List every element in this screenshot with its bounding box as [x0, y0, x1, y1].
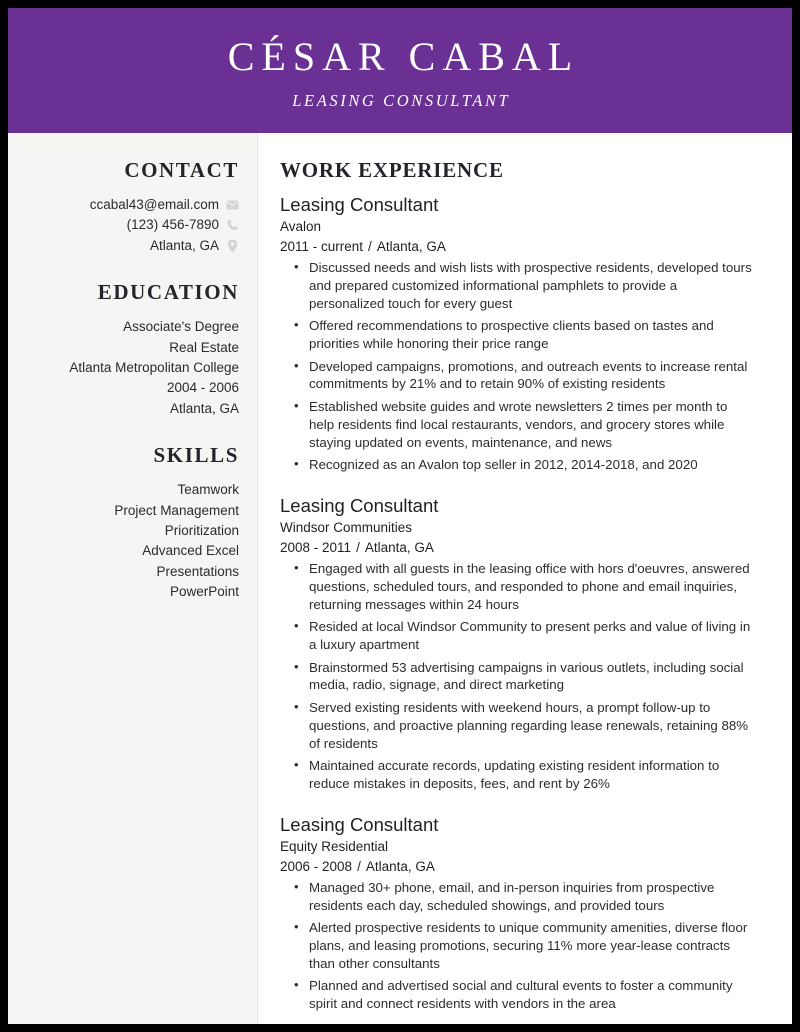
contact-email[interactable]: [18, 195, 239, 215]
contact-phone[interactable]: [18, 215, 239, 235]
resume-header: [8, 8, 792, 133]
skill-item: PowerPoint: [169, 584, 239, 600]
skill-item: Prioritization: [164, 523, 239, 539]
main-column: [258, 133, 792, 1024]
envelope-icon: [226, 198, 239, 213]
contact-location-text: Atlanta, GA: [149, 237, 219, 253]
resume-page: [8, 8, 792, 1024]
contact-location[interactable]: [18, 236, 239, 256]
job-dates: 2006 - 2008: [280, 858, 353, 874]
job-bullets: [280, 259, 754, 474]
job-meta-separator: /: [357, 858, 361, 874]
job-meta: [280, 237, 754, 257]
job-dates: 2008 - 2011: [280, 539, 352, 555]
contact-email-text: ccabal43@email.com: [89, 197, 219, 212]
job-bullet: • Established website guides and wrote newsletters 2 times per month to help residents find local restaurants, vendors, and grocery stores while staying updated on events, maintenance, and news: [308, 398, 754, 452]
contact-section: [18, 133, 239, 256]
job-dates: 2011 - current: [280, 239, 364, 254]
work-experience-heading: WORK EXPERIENCE: [280, 158, 504, 182]
job-bullet: • Planned and advertised social and cultural events to foster a community spirit and connect residents with vendors in the area: [308, 977, 754, 1013]
skill-item: Presentations: [156, 563, 239, 579]
job-entry: [280, 812, 754, 1013]
job-bullet: • Resided at local Windsor Community to present perks and value of living in a luxury apartment: [308, 618, 754, 654]
job-bullet: • Recognized as an Avalon top seller in 2012, 2014-2018, and 2020: [308, 456, 754, 474]
job-company: Equity Residential: [280, 838, 389, 854]
education-location: Atlanta, GA: [169, 400, 239, 416]
skills-section: [18, 419, 239, 602]
job-location: Atlanta, GA: [365, 858, 435, 874]
job-bullets: [280, 560, 754, 793]
job-bullet: • Discussed needs and wish lists with prospective residents, developed tours and prepared customized informational pamphlets to provide a personalized touch for every guest: [308, 259, 754, 313]
job-bullet: • Offered recommendations to prospective clients based on tastes and priorities while honoring their price range: [308, 317, 754, 353]
education-heading: EDUCATION: [97, 280, 239, 305]
education-dates: 2004 - 2006: [166, 380, 239, 396]
job-bullet: • Brainstormed 53 advertising campaigns in various outlets, including social media, radio, signage, and direct marketing: [308, 659, 754, 695]
job-company: Windsor Communities: [280, 519, 413, 535]
skill-item: Advanced Excel: [142, 543, 239, 559]
map-pin-icon: [226, 239, 239, 254]
resume-body: [8, 133, 792, 1024]
job-bullet: • Alerted prospective residents to unique community amenities, diverse floor plans, and leasing promotions, securing 11% more year-lease contracts than other consultants: [308, 919, 754, 973]
job-title: Leasing Consultant: [280, 813, 439, 835]
sidebar: [8, 133, 258, 1024]
candidate-job-title: LEASING CONSULTANT: [292, 91, 511, 110]
job-meta: [280, 538, 754, 558]
education-degree: Associate's Degree: [123, 319, 239, 335]
job-location: Atlanta, GA: [376, 239, 446, 254]
job-bullet: • Developed campaigns, promotions, and outreach events to increase rental commitments by 21% and to retain 90% of existing residents: [308, 358, 754, 394]
skills-heading: SKILLS: [153, 443, 239, 468]
education-school: Atlanta Metropolitan College: [69, 360, 239, 376]
job-bullet: • Managed 30+ phone, email, and in-person inquiries from prospective residents each day, scheduled showings, and provided tours: [308, 879, 754, 915]
job-meta-separator: /: [368, 239, 372, 254]
job-title: Leasing Consultant: [280, 494, 439, 516]
education-field: Real Estate: [169, 339, 239, 355]
job-meta: [280, 857, 754, 877]
phone-icon: [226, 218, 239, 233]
contact-heading: CONTACT: [124, 158, 239, 182]
job-bullet: • Served existing residents with weekend hours, a prompt follow-up to questions, and proactive planning regarding lease renewals, retaining 88% of residents: [308, 699, 754, 753]
job-bullets: [280, 879, 754, 1013]
job-title: Leasing Consultant: [280, 194, 439, 215]
job-company: Avalon: [280, 219, 322, 234]
skill-item: Project Management: [114, 502, 239, 518]
job-meta-separator: /: [356, 539, 360, 555]
job-entry: [280, 192, 754, 474]
skill-item: Teamwork: [177, 482, 239, 498]
contact-phone-text: (123) 456-7890: [126, 217, 219, 233]
candidate-name: CÉSAR CABAL: [227, 34, 580, 79]
job-entry: [280, 493, 754, 793]
job-location: Atlanta, GA: [364, 539, 434, 555]
job-bullet: • Maintained accurate records, updating existing resident information to reduce mistakes in deposits, fees, and rent by 26%: [308, 757, 754, 793]
education-section: [18, 256, 239, 419]
job-bullet: • Engaged with all guests in the leasing office with hors d'oeuvres, answered questions, scheduled tours, and responded to phone and email inquiries, returning messages within 24 hours: [308, 560, 754, 614]
